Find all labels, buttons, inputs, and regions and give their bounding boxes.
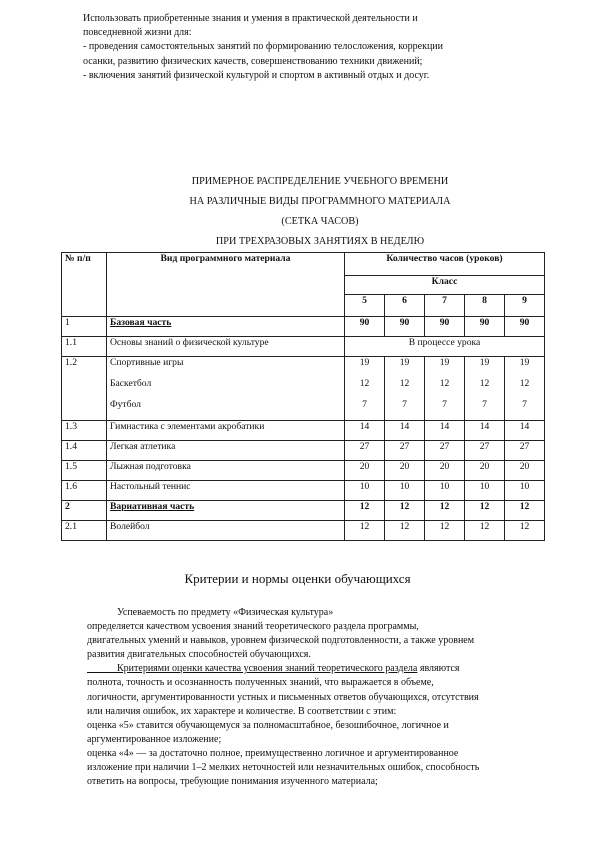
- row-value: 7: [402, 399, 407, 410]
- intro-line: повседневной жизни для:: [83, 27, 192, 39]
- row-value: 12: [425, 501, 465, 521]
- row-value: 20: [385, 461, 425, 481]
- table-header-row: [62, 253, 545, 276]
- header-class: Класс: [345, 276, 545, 295]
- row-value: 12: [505, 521, 545, 541]
- row-name: Легкая атлетика: [107, 441, 345, 461]
- hours-table: [61, 252, 545, 541]
- row-num: 1.4: [62, 441, 107, 461]
- table-row: [62, 317, 545, 337]
- grade-9: 9: [505, 295, 545, 317]
- header-num: № п/п: [62, 253, 107, 317]
- row-value: 19: [519, 357, 530, 368]
- row-name: Волейбол: [107, 521, 345, 541]
- intro-line: - включения занятий физической культурой и спортом в активный отдых и досуг.: [83, 69, 430, 81]
- table-row: [62, 461, 545, 481]
- body-line: оценка «5» ставится обучающемуся за полномасштабное, безошибочное, логичное и: [87, 719, 449, 731]
- row-value: 19: [479, 357, 490, 368]
- row-value: 7: [442, 399, 447, 410]
- table-row: [62, 501, 545, 521]
- row-value: 7: [522, 399, 527, 410]
- row-value: 10: [425, 481, 465, 501]
- row-value: 90: [385, 317, 425, 337]
- intro-line: Использовать приобретенные знания и умения в практической деятельности и: [83, 13, 418, 24]
- body-line: двигательных умений и навыков, уровнем физической подготовленности, а также уровнем: [87, 635, 475, 647]
- row-value: 14: [345, 421, 385, 441]
- row-num: 2: [62, 501, 107, 521]
- row-value: 12: [345, 521, 385, 541]
- row-value: 20: [505, 461, 545, 481]
- row-value: 12: [439, 378, 450, 389]
- row-name: Основы знаний о физической культуре: [107, 337, 345, 357]
- body-paragraph: [87, 606, 557, 789]
- row-value: 27: [465, 441, 505, 461]
- row-name: Спортивные игры: [110, 357, 184, 368]
- row-value: 27: [505, 441, 545, 461]
- row-value: 27: [385, 441, 425, 461]
- row-value: 12: [479, 378, 490, 389]
- heading-line-3: (СЕТКА ЧАСОВ): [281, 216, 359, 227]
- body-underlined-phrase: Критериями оценки качества усвоения знаний теоретического раздела: [87, 663, 418, 675]
- row-value: 14: [465, 421, 505, 441]
- row-value: 14: [385, 421, 425, 441]
- intro-line: - проведения самостоятельных занятий по формированию телосложения, коррекции: [83, 41, 443, 53]
- row-value: 10: [505, 481, 545, 501]
- row-name: Гимнастика с элементами акробатики: [107, 421, 345, 441]
- row-value: 90: [425, 317, 465, 337]
- body-line: аргументированное изложение;: [87, 733, 222, 745]
- row-value: 10: [345, 481, 385, 501]
- body-line: Успеваемость по предмету «Физическая культура»: [87, 607, 334, 618]
- body-line: изложение при наличии 1–2 мелких неточностей или незначительных ошибок, способность: [87, 762, 480, 774]
- heading-line-1: ПРИМЕРНОЕ РАСПРЕДЕЛЕНИЕ УЧЕБНОГО ВРЕМЕНИ: [191, 176, 449, 187]
- table-row: [62, 357, 545, 421]
- grade-7: 7: [425, 295, 465, 317]
- row-value: 12: [385, 521, 425, 541]
- row-value: 12: [425, 521, 465, 541]
- row-value: 14: [425, 421, 465, 441]
- row-name: Базовая часть: [107, 317, 345, 337]
- row-name-group: [107, 357, 345, 421]
- row-value: 20: [465, 461, 505, 481]
- body-line: полнота, точность и осознанность полученных знаний, что выражается в объеме,: [87, 677, 434, 689]
- row-num: 1: [62, 317, 107, 337]
- row-value: 14: [505, 421, 545, 441]
- row-value: 12: [385, 501, 425, 521]
- body-line: ответить на вопросы, требующие понимания изученного материала;: [87, 776, 378, 788]
- row-name: Лыжная подготовка: [107, 461, 345, 481]
- row-name: Футбол: [110, 399, 141, 410]
- intro-line: осанки, развитию физических качеств, совершенствованию техники движений;: [83, 55, 423, 67]
- row-value: 90: [465, 317, 505, 337]
- row-value: 27: [345, 441, 385, 461]
- row-value: 12: [399, 378, 410, 389]
- row-value: 7: [482, 399, 487, 410]
- body-line: или наличия ошибок, их характере и количестве. В соответствии с этим:: [87, 705, 397, 717]
- grade-5: 5: [345, 295, 385, 317]
- body-line: оценка «4» — за достаточно полное, преимущественно логичное и аргументированное: [87, 747, 459, 759]
- row-num: 1.6: [62, 481, 107, 501]
- table-row: [62, 421, 545, 441]
- body-line-tail: являются: [417, 663, 460, 675]
- row-value-group: [505, 357, 545, 421]
- row-value: 12: [345, 501, 385, 521]
- row-value: 27: [425, 441, 465, 461]
- row-value: 90: [345, 317, 385, 337]
- table-row: [62, 481, 545, 501]
- table-row: [62, 441, 545, 461]
- row-value: 19: [399, 357, 410, 368]
- row-value: 12: [359, 378, 370, 389]
- row-span-text: В процессе урока: [345, 337, 545, 357]
- row-value: 19: [439, 357, 450, 368]
- row-value-group: [425, 357, 465, 421]
- row-num: 1.2: [62, 357, 107, 421]
- row-num: 2.1: [62, 521, 107, 541]
- row-value: 12: [519, 378, 530, 389]
- body-line: [87, 662, 557, 676]
- row-name: Баскетбол: [110, 378, 152, 389]
- table-row: [62, 337, 545, 357]
- heading-line-2: НА РАЗЛИЧНЫЕ ВИДЫ ПРОГРАММНОГО МАТЕРИАЛА: [189, 196, 451, 207]
- row-value: 12: [465, 521, 505, 541]
- body-line: логичности, аргументированности устных и письменных ответов обучающихся, отсутствия: [87, 691, 479, 703]
- heading-line-4: ПРИ ТРЕХРАЗОВЫХ ЗАНЯТИЯХ В НЕДЕЛЮ: [215, 236, 425, 247]
- header-hours: Количество часов (уроков): [345, 253, 545, 276]
- row-value: 20: [345, 461, 385, 481]
- row-value: 7: [362, 399, 367, 410]
- section-title: Критерии и нормы оценки обучающихся: [184, 571, 411, 586]
- row-num: 1.3: [62, 421, 107, 441]
- row-value-group: [345, 357, 385, 421]
- table-row: [62, 521, 545, 541]
- row-value: 10: [465, 481, 505, 501]
- body-line: определяется качеством усвоения знаний теоретического раздела программы,: [87, 621, 419, 633]
- row-name: Настольный теннис: [107, 481, 345, 501]
- header-kind: Вид программного материала: [107, 253, 345, 317]
- grade-8: 8: [465, 295, 505, 317]
- row-value-group: [385, 357, 425, 421]
- intro-paragraph: [83, 12, 553, 83]
- row-value: 12: [505, 501, 545, 521]
- row-value-group: [465, 357, 505, 421]
- row-num: 1.1: [62, 337, 107, 357]
- row-value: 20: [425, 461, 465, 481]
- row-name: Вариативная часть: [107, 501, 345, 521]
- row-value: 12: [465, 501, 505, 521]
- row-value: 10: [385, 481, 425, 501]
- body-line: развития двигательных способностей обучающихся.: [87, 649, 311, 661]
- row-num: 1.5: [62, 461, 107, 481]
- grade-6: 6: [385, 295, 425, 317]
- row-value: 19: [359, 357, 370, 368]
- row-value: 90: [505, 317, 545, 337]
